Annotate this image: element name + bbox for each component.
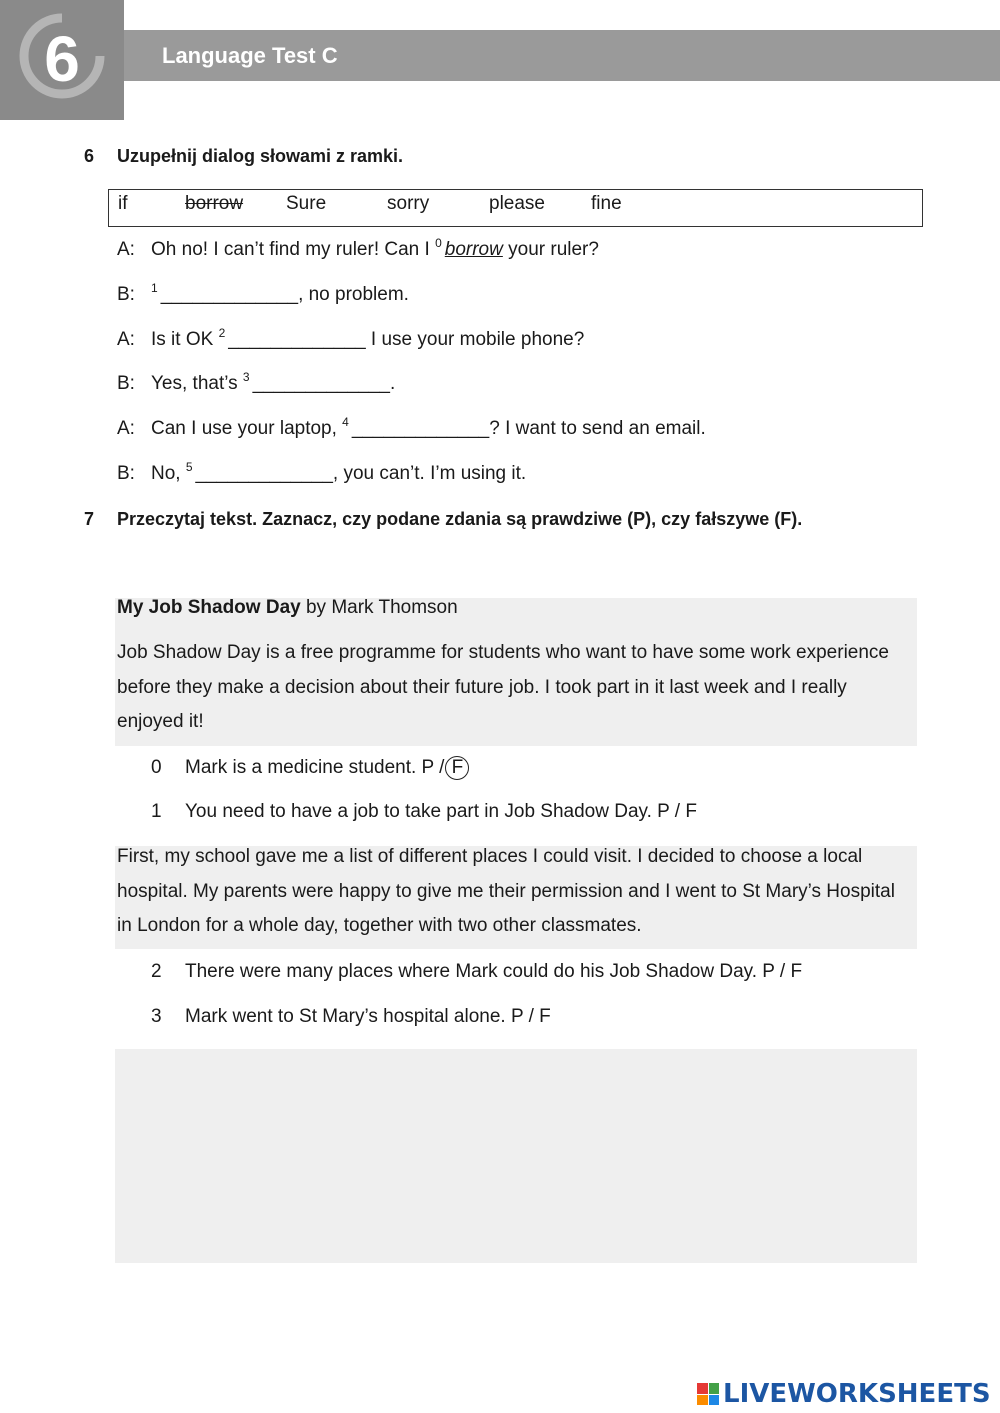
task7-heading bbox=[84, 507, 802, 531]
question-number: 0 bbox=[151, 757, 162, 778]
word-box-item: sorry bbox=[387, 193, 430, 214]
dialogue-line-1 bbox=[117, 283, 409, 307]
dialogue-line-2 bbox=[117, 328, 584, 352]
gap-number: 4 bbox=[342, 415, 349, 429]
question-text[interactable]: Mark went to St Mary’s hospital alone. P / F bbox=[185, 1006, 551, 1027]
dialogue-text: Yes, that’s bbox=[151, 373, 243, 394]
page-title: Language Test C bbox=[162, 43, 338, 68]
dialogue-line-5 bbox=[117, 462, 526, 486]
task6-heading bbox=[84, 144, 403, 168]
question-text[interactable]: You need to have a job to take part in Job Shadow Day. P / F bbox=[185, 801, 697, 822]
question-number: 3 bbox=[151, 1006, 162, 1027]
dialogue-text: Can I use your laptop, bbox=[151, 418, 343, 439]
dialogue-text: No, bbox=[151, 463, 186, 484]
circled-answer: F bbox=[445, 756, 469, 780]
question-2[interactable] bbox=[151, 960, 802, 984]
unit-number: 6 bbox=[44, 23, 80, 95]
speaker-label: A: bbox=[117, 239, 135, 260]
article-title: My Job Shadow Day bbox=[117, 597, 301, 618]
dialogue-text: , you can’t. I’m using it. bbox=[332, 463, 527, 484]
logo-text: LIVEWORKSHEETS bbox=[723, 1379, 991, 1409]
answer-gap-2[interactable]: _____________ bbox=[228, 329, 366, 350]
dialogue-line-3 bbox=[117, 372, 395, 396]
task6-instruction: Uzupełnij dialog słowami z ramki. bbox=[117, 146, 404, 166]
dialogue-text: I use your mobile phone? bbox=[365, 329, 585, 350]
word-box-item-used: borrow bbox=[185, 193, 244, 214]
gap-number: 3 bbox=[242, 370, 250, 384]
speaker-label: B: bbox=[117, 463, 135, 484]
gap-number: 0 bbox=[435, 236, 442, 250]
answer-gap-1[interactable]: _____________ bbox=[160, 284, 299, 305]
article-author: by Mark Thomson bbox=[300, 597, 458, 618]
word-box-item: if bbox=[118, 193, 128, 214]
speaker-label: B: bbox=[117, 373, 135, 394]
answer-gap-4[interactable]: _____________ bbox=[351, 418, 490, 439]
speaker-label: B: bbox=[117, 284, 135, 305]
liveworksheets-logo-icon bbox=[697, 1383, 719, 1405]
article-heading bbox=[117, 591, 912, 626]
dialogue-line-4 bbox=[117, 417, 706, 441]
dialogue-text: , no problem. bbox=[298, 284, 409, 305]
gap-number: 1 bbox=[151, 281, 158, 295]
question-3[interactable] bbox=[151, 1005, 551, 1029]
article-paragraph-2: First, my school gave me a list of different places I could visit. I decided to choose a local hospital. My parents were happy to give me their permission and I went to St Mary’s Hospital in London for a whole day, together with two other classmates. bbox=[117, 846, 895, 936]
speaker-label: A: bbox=[117, 418, 135, 439]
text-panel-3 bbox=[115, 1049, 917, 1263]
article-paragraph-1: Job Shadow Day is a free programme for students who want to have some work experience before they make a decision about their future job. I took part in it last week and I really enjoyed it! bbox=[117, 642, 889, 732]
answer-gap-5[interactable]: _____________ bbox=[195, 463, 333, 484]
answer-gap-3[interactable]: _____________ bbox=[252, 373, 390, 394]
question-number: 1 bbox=[151, 801, 162, 822]
unit-badge bbox=[0, 0, 124, 120]
word-box-item: Sure bbox=[286, 193, 327, 214]
word-box-item: fine bbox=[591, 193, 622, 214]
word-box-item: please bbox=[489, 193, 545, 214]
dialogue-text: Is it OK bbox=[151, 329, 219, 350]
dialogue-text: . bbox=[389, 373, 396, 394]
gap-number: 2 bbox=[218, 326, 226, 340]
task6-number: 6 bbox=[84, 146, 95, 166]
question-text[interactable]: There were many places where Mark could do his Job Shadow Day. P / F bbox=[185, 961, 803, 982]
question-0 bbox=[151, 756, 469, 780]
question-text: Mark is a medicine student. P / bbox=[185, 757, 445, 778]
dialogue-line-0 bbox=[117, 238, 599, 262]
gap-number: 5 bbox=[185, 460, 193, 474]
dialogue-text: ? I want to send an email. bbox=[489, 418, 706, 439]
example-answer: borrow bbox=[444, 239, 503, 260]
word-box bbox=[108, 189, 923, 227]
dialogue-text: your ruler? bbox=[502, 239, 599, 260]
header-bar bbox=[124, 30, 1000, 81]
question-1[interactable] bbox=[151, 800, 697, 824]
question-number: 2 bbox=[151, 961, 162, 982]
speaker-label: A: bbox=[117, 329, 135, 350]
task7-instruction: Przeczytaj tekst. Zaznacz, czy podane zdania są prawdziwe (P), czy fałszywe (F). bbox=[117, 509, 803, 529]
task7-number: 7 bbox=[84, 509, 95, 529]
liveworksheets-logo bbox=[697, 1377, 991, 1411]
dialogue-text: Oh no! I can’t find my ruler! Can I bbox=[151, 239, 436, 260]
